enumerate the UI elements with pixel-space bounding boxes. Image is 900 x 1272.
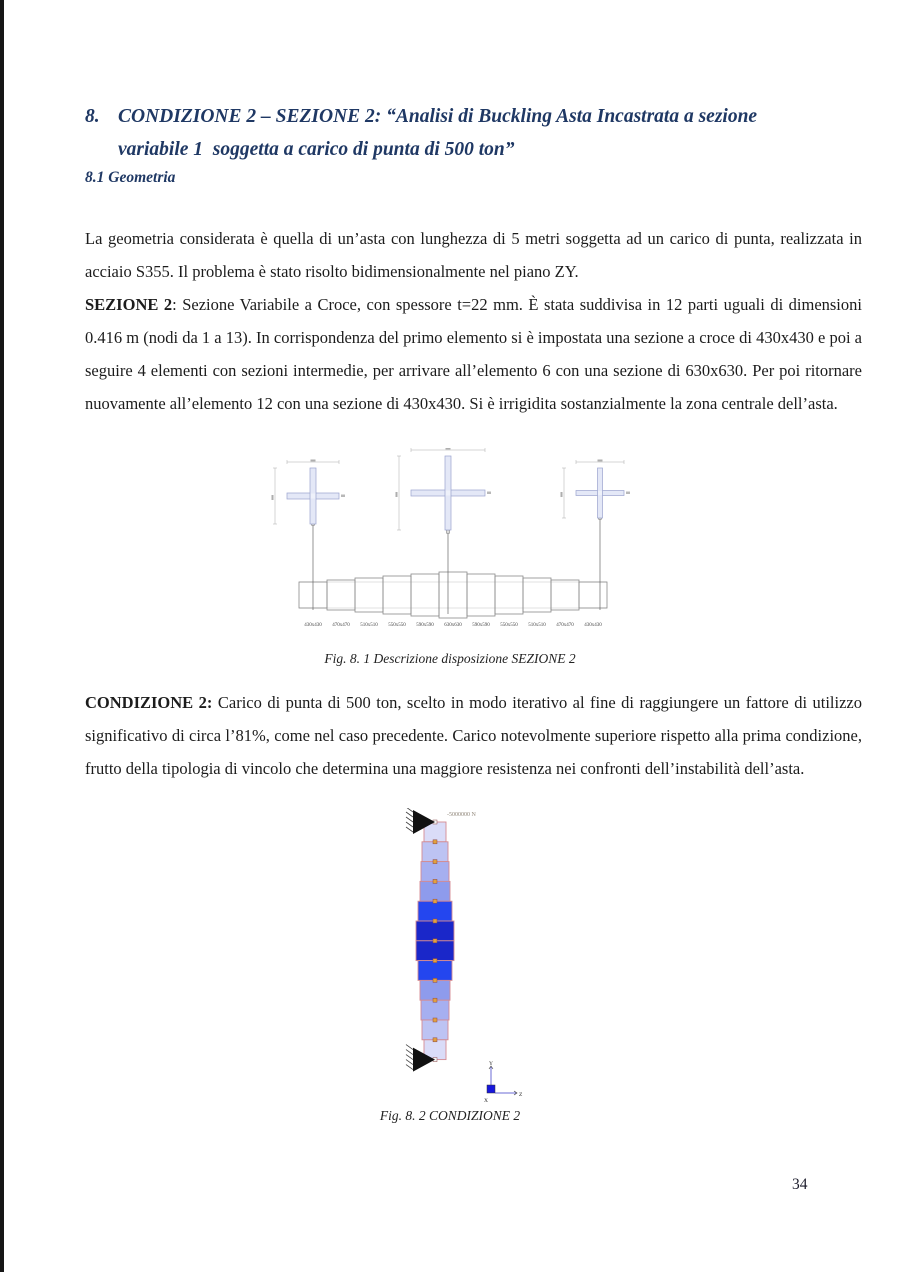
paragraph-condizione2-lead: CONDIZIONE 2: <box>85 693 213 712</box>
subsection-heading: 8.1 Geometria <box>85 169 176 186</box>
section-number: 8. <box>85 106 100 127</box>
section-size-label: 430x430 <box>584 623 602 628</box>
paragraph-sezione2-text: : Sezione Variabile a Croce, con spessore t=22 mm. È stata suddivisa in 12 parti uguali di dimensioni 0.416 m (nodi da 1 a 13). In corrispondenza del primo elemento si è impostata una sezione a croce di 430x430 e poi a seguire 4 elementi con sezioni intermedie, per arrivare all’elemento 6 con una sezione di 630x630. Per poi ritornare nuovamente all’elemento 12 con una sezione di 430x430. Si è irrigidita sostanzialmente la zona centrale dell’asta. <box>85 295 862 413</box>
section-title <box>118 100 757 166</box>
cross-sections-diagram <box>240 448 700 648</box>
paragraph-condizione2 <box>85 686 862 785</box>
section-title-line1: CONDIZIONE 2 – SEZIONE 2: “Analisi di Buckling Asta Incastrata a sezione <box>118 106 758 127</box>
section-size-label: 590x590 <box>416 623 434 628</box>
paragraph-sezione2-lead: SEZIONE 2 <box>85 295 173 314</box>
section-size-label: 470x470 <box>556 623 574 628</box>
section-size-label: 550x550 <box>500 623 518 628</box>
figure-buckling-model <box>370 808 540 1123</box>
section-size-label: 630x630 <box>444 623 462 628</box>
section-size-label: 550x550 <box>388 623 406 628</box>
figure1-caption: Fig. 8. 1 Descrizione disposizione SEZIONE 2 <box>324 651 576 666</box>
axis-origin-icon <box>487 1085 495 1093</box>
section-heading <box>85 100 845 166</box>
figure2-caption: Fig. 8. 2 CONDIZIONE 2 <box>379 1108 521 1123</box>
page-left-edge-bar <box>0 0 4 1272</box>
section-size-label: 470x470 <box>332 623 350 628</box>
paragraph-sezione2 <box>85 288 862 420</box>
section-size-label: 510x510 <box>360 623 378 628</box>
column-model-diagram <box>370 808 540 1118</box>
axis-z-label: Z <box>519 1092 523 1098</box>
axis-x-label: X <box>484 1098 488 1104</box>
section-title-line2: variabile 1 soggetta a carico di punta di 500 ton” <box>118 139 515 160</box>
section-size-label: 430x430 <box>304 623 322 628</box>
paragraph-geometry: La geometria considerata è quella di un’asta con lunghezza di 5 metri soggetta ad un carico di punta, realizzata in acciaio S355. Il problema è stato risolto bidimensionalmente nel piano ZY. <box>85 229 862 281</box>
page-number: 34 <box>792 1176 808 1193</box>
axis-y-label: Y <box>489 1061 493 1067</box>
load-value-label: -5000000 N <box>447 812 476 818</box>
section-size-label: 590x590 <box>472 623 490 628</box>
paragraph-condizione2-text: Carico di punta di 500 ton, scelto in modo iterativo al fine di raggiungere un fattore di utilizzo significativo di circa l’81%, come nel caso precedente. Carico notevolmente superiore rispetto alla prima condizione, frutto della tipologia di vincolo che determina una maggiore resistenza nei confronti dell’instabilità dell’asta. <box>85 693 862 778</box>
figure-section-layout <box>240 448 700 653</box>
section-size-label: 510x510 <box>528 623 546 628</box>
